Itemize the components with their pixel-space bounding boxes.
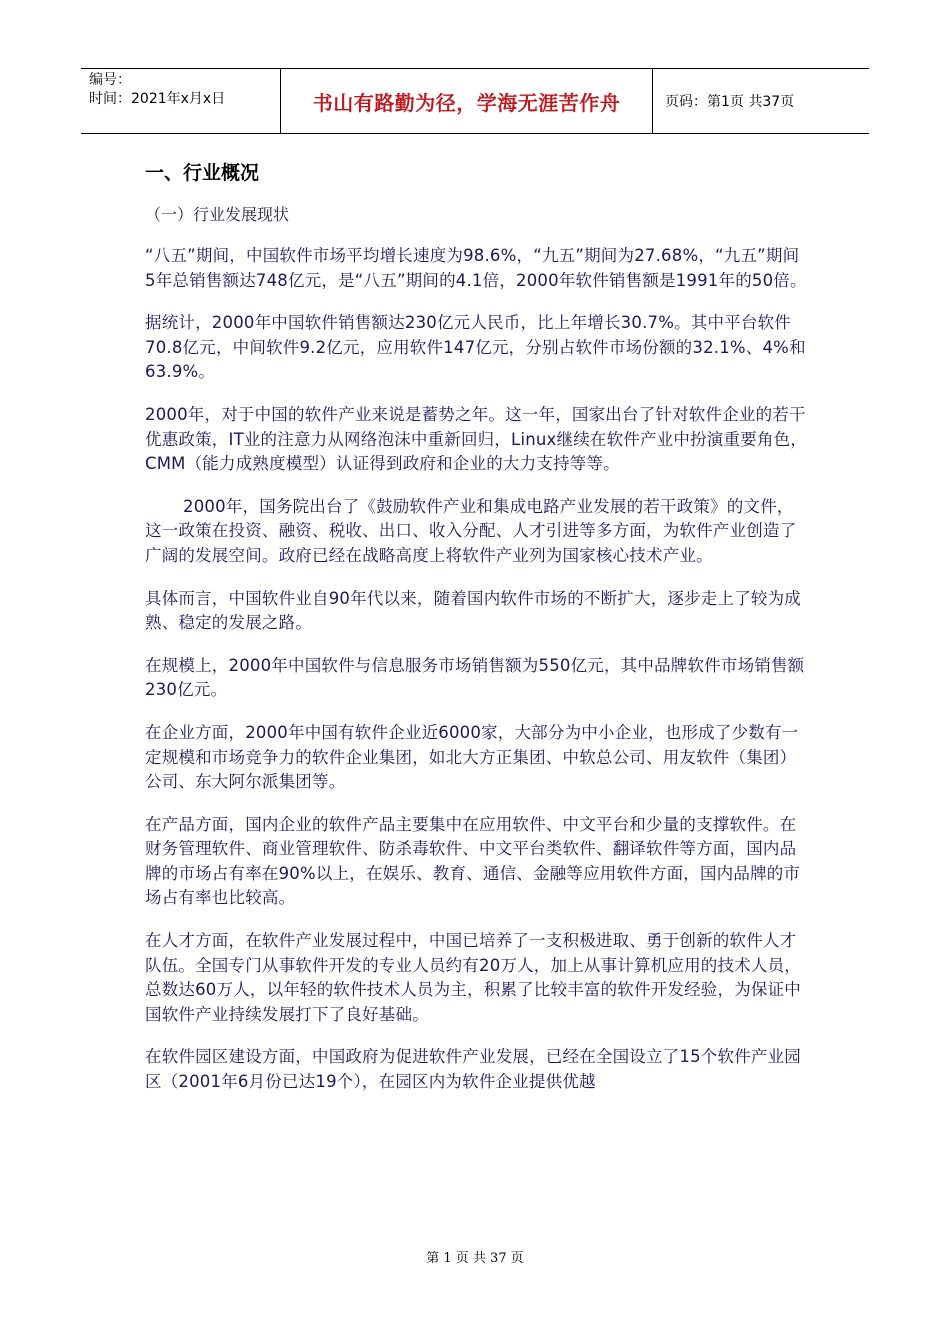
paragraph: 在规模上，2000年中国软件与信息服务市场销售额为550亿元，其中品牌软件市场销售额230亿元。 bbox=[145, 655, 805, 700]
header-meta bbox=[81, 69, 281, 133]
paragraph: 具体而言，中国软件业自90年代以来，随着国内软件市场的不断扩大，逐步走上了较为成熟、稳定的发展之路。 bbox=[145, 588, 801, 633]
header-motto: 书山有路勤为径，学海无涯苦作舟 bbox=[312, 90, 621, 115]
paragraph: 在软件园区建设方面，中国政府为促进软件产业发展，已经在全国设立了15个软件产业园区（2001年6月份已达19个），在园区内为软件企业提供优越 bbox=[145, 1047, 801, 1092]
document-number-label: 编号： bbox=[89, 72, 131, 88]
paragraph: “八五”期间，中国软件市场平均增长速度为98.6%，“九五”期间为27.68%，“九五”期间5年总销售额达748亿元，是“八五”期间的4.1倍，2000年软件销售额是1991年的50倍。 bbox=[145, 246, 807, 290]
page-footer: 第 1 页 共 37 页 bbox=[426, 1251, 524, 1266]
document-body bbox=[145, 150, 810, 1095]
paragraph: 2000年，国务院出台了《鼓励软件产业和集成电路产业发展的若干政策》的文件，这一政策在投资、融资、税收、出口、收入分配、人才引进等多方面，为软件产业创造了广阔的发展空间。政府已经在战略高度上将软件产业列为国家核心技术产业。 bbox=[145, 496, 797, 565]
header-page-info: 页码：第1页 共37页 bbox=[665, 94, 795, 110]
page-header bbox=[81, 68, 869, 134]
paragraph: 在产品方面，国内企业的软件产品主要集中在应用软件、中文平台和少量的支撑软件。在财务管理软件、商业管理软件、防杀毒软件、中文平台类软件、翻译软件等方面，国内品牌的市场占有率在90%以上，在娱乐、教育、通信、金融等应用软件方面，国内品牌的市场占有率也比较高。 bbox=[145, 814, 801, 908]
paragraph: 据统计，2000年中国软件销售额达230亿元人民币，比上年增长30.7%。其中平台软件70.8亿元，中间软件9.2亿元，应用软件147亿元，分别占软件市场份额的32.1%、4%和63.9%。 bbox=[145, 313, 806, 382]
paragraph: 在人才方面，在软件产业发展过程中，中国已培养了一支积极进取、勇于创新的软件人才队伍。全国专门从事软件开发的专业人员约有20万人，加上从事计算机应用的技术人员，总数达60万人，以年轻的软件技术人员为主，积累了比较丰富的软件开发经验，为保证中国软件产业持续发展打下了良好基础。 bbox=[145, 931, 801, 1024]
header-motto-cell bbox=[281, 69, 653, 133]
section-title: 一、行业概况 bbox=[145, 162, 260, 184]
subsection-title: （一）行业发展现状 bbox=[145, 205, 290, 224]
paragraph: 2000年，对于中国的软件产业来说是蓄势之年。这一年，国家出台了针对软件企业的若干优惠政策，IT业的注意力从网络泡沫中重新回归，Linux继续在软件产业中扮演重要角色，CMM（能力成熟度模型）认证得到政府和企业的大力支持等等。 bbox=[145, 404, 808, 474]
document-date-label: 时间：2021年x月x日 bbox=[89, 91, 226, 107]
paragraph: 在企业方面，2000年中国有软件企业近6000家，大部分为中小企业，也形成了少数有一定规模和市场竞争力的软件企业集团，如北大方正集团、中软总公司、用友软件（集团）公司、东大阿尔派集团等。 bbox=[145, 722, 799, 792]
